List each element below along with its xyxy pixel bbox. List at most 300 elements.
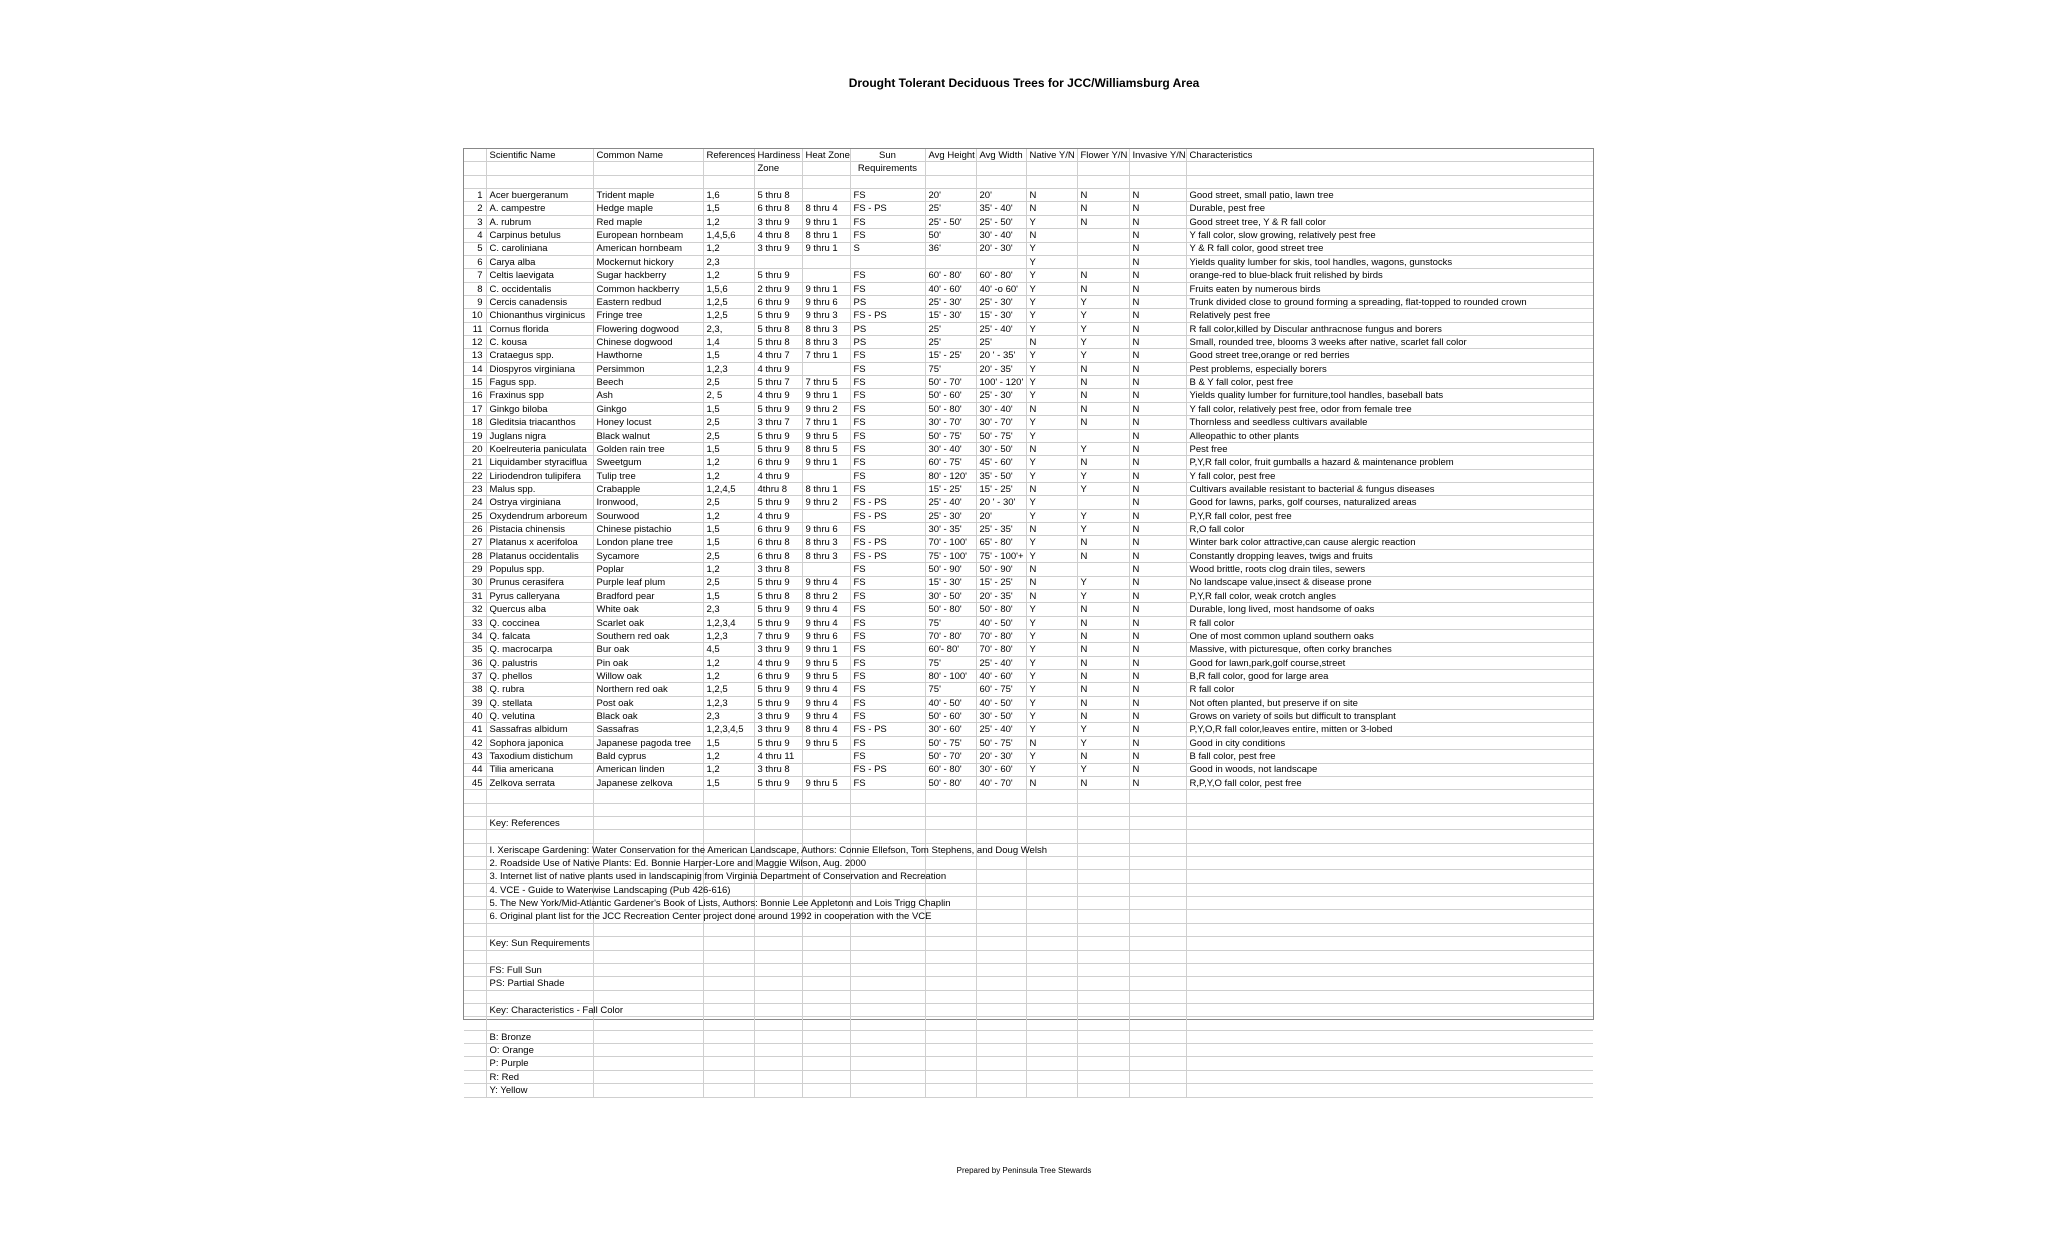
table-row <box>464 670 1593 683</box>
empty-cell <box>976 897 1026 910</box>
empty-cell <box>1186 950 1593 963</box>
table-cell: N <box>1129 389 1186 402</box>
table-cell: Cornus florida <box>486 322 593 335</box>
table-cell: Y fall color, slow growing, relatively pest free <box>1186 229 1593 242</box>
table-cell: 5 thru 8 <box>754 336 802 349</box>
table-row <box>464 282 1593 295</box>
table-cell: 9 thru 5 <box>802 670 850 683</box>
table-cell: 35 <box>464 643 486 656</box>
table-cell: Y <box>1026 549 1077 562</box>
empty-cell <box>976 1070 1026 1083</box>
header-cell: Scientific Name <box>486 149 593 162</box>
empty-cell <box>976 1084 1026 1097</box>
table-cell: 4 thru 9 <box>754 469 802 482</box>
empty-cell <box>486 923 593 936</box>
empty-cell <box>1129 1070 1186 1083</box>
header-cell <box>1026 162 1077 175</box>
empty-cell <box>593 1017 703 1030</box>
table-row <box>464 643 1593 656</box>
empty-cell <box>486 790 593 803</box>
table-cell: 1,2 <box>703 656 754 669</box>
table-cell: Bur oak <box>593 643 703 656</box>
table-cell: 9 thru 1 <box>802 282 850 295</box>
table-cell: Good in city conditions <box>1186 736 1593 749</box>
empty-cell <box>1077 870 1129 883</box>
table-row <box>464 402 1593 415</box>
table-cell: FS <box>850 776 925 789</box>
empty-cell <box>1186 870 1593 883</box>
table-cell: Quercus alba <box>486 603 593 616</box>
empty-cell <box>802 977 850 990</box>
empty-cell <box>1186 1084 1593 1097</box>
table-cell: Small, rounded tree, blooms 3 weeks after native, scarlet fall color <box>1186 336 1593 349</box>
table-cell: 5 thru 9 <box>754 269 802 282</box>
table-cell: European hornbeam <box>593 229 703 242</box>
table-cell: 9 thru 1 <box>802 389 850 402</box>
table-cell: 17 <box>464 402 486 415</box>
table-cell: 70' - 80' <box>976 629 1026 642</box>
table-cell: 9 thru 4 <box>802 603 850 616</box>
table-cell: 20' - 30' <box>976 750 1026 763</box>
table-cell: 50' - 70' <box>925 376 976 389</box>
table-cell: N <box>1129 603 1186 616</box>
table-cell: Populus spp. <box>486 563 593 576</box>
blank-row <box>464 990 1593 1003</box>
table-cell: 4 thru 8 <box>754 229 802 242</box>
table-cell: Y <box>1026 389 1077 402</box>
empty-cell <box>703 175 754 188</box>
empty-cell <box>486 950 593 963</box>
empty-cell <box>1129 843 1186 856</box>
table-cell: Pest problems, especially borers <box>1186 362 1593 375</box>
table-cell: 1,2,3 <box>703 362 754 375</box>
table-cell: Y <box>1026 683 1077 696</box>
table-row <box>464 362 1593 375</box>
empty-cell <box>1026 990 1077 1003</box>
table-cell: 9 thru 5 <box>802 736 850 749</box>
empty-cell <box>593 963 703 976</box>
table-cell: 35' - 50' <box>976 469 1026 482</box>
table-cell: 1,5 <box>703 776 754 789</box>
table-cell: N <box>1077 376 1129 389</box>
note-row <box>464 963 1593 976</box>
empty-cell <box>976 1057 1026 1070</box>
table-cell: Eastern redbud <box>593 295 703 308</box>
table-cell: White oak <box>593 603 703 616</box>
empty-cell <box>1026 910 1077 923</box>
table-row <box>464 563 1593 576</box>
table-cell: FS <box>850 576 925 589</box>
table-cell: 32 <box>464 603 486 616</box>
empty-cell <box>1077 923 1129 936</box>
empty-cell <box>802 950 850 963</box>
header-cell <box>593 162 703 175</box>
empty-cell <box>703 950 754 963</box>
table-cell: C. kousa <box>486 336 593 349</box>
empty-cell <box>703 1004 754 1017</box>
table-cell: 5 thru 9 <box>754 736 802 749</box>
header-cell <box>976 162 1026 175</box>
table-cell: Y & R fall color, good street tree <box>1186 242 1593 255</box>
table-cell: 20 <box>464 442 486 455</box>
table-cell: 5 thru 9 <box>754 776 802 789</box>
table-cell: 5 thru 9 <box>754 576 802 589</box>
table-cell: 1,5 <box>703 536 754 549</box>
table-cell: R,O fall color <box>1186 523 1593 536</box>
blank-row <box>464 790 1593 803</box>
table-cell: N <box>1129 616 1186 629</box>
table-row <box>464 736 1593 749</box>
empty-cell <box>1186 1057 1593 1070</box>
table-cell: FS <box>850 282 925 295</box>
empty-cell <box>1026 1044 1077 1057</box>
table-cell: 9 thru 6 <box>802 295 850 308</box>
table-cell: N <box>1077 362 1129 375</box>
empty-cell <box>976 803 1026 816</box>
table-cell: N <box>1129 255 1186 268</box>
table-cell: 40' - 60' <box>925 282 976 295</box>
empty-cell <box>754 1057 802 1070</box>
table-cell: 9 thru 4 <box>802 683 850 696</box>
table-row <box>464 336 1593 349</box>
empty-cell <box>850 937 925 950</box>
table-cell: 1,2,5 <box>703 309 754 322</box>
table-cell: 50' - 80' <box>925 402 976 415</box>
table-cell: 5 thru 9 <box>754 696 802 709</box>
header-cell <box>1129 162 1186 175</box>
table-cell: orange-red to blue-black fruit relished by birds <box>1186 269 1593 282</box>
table-cell: 40' - 50' <box>976 616 1026 629</box>
table-row <box>464 776 1593 789</box>
table-row <box>464 269 1593 282</box>
table-cell: 9 thru 3 <box>802 309 850 322</box>
empty-cell <box>1186 883 1593 896</box>
table-cell: 30' - 40' <box>976 402 1026 415</box>
table-cell: Oxydendrum arboreum <box>486 509 593 522</box>
empty-cell <box>850 816 925 829</box>
table-cell: 7 thru 1 <box>802 349 850 362</box>
table-cell: 2 <box>464 202 486 215</box>
empty-cell <box>1026 1017 1077 1030</box>
table-cell: 1,2 <box>703 456 754 469</box>
empty-cell <box>925 977 976 990</box>
header-cell <box>464 149 486 162</box>
header-cell: Heat Zone <box>802 149 850 162</box>
empty-cell <box>1026 950 1077 963</box>
empty-cell <box>1026 870 1077 883</box>
header-cell: References <box>703 149 754 162</box>
table-cell: Thornless and seedless cultivars available <box>1186 416 1593 429</box>
empty-cell <box>1026 883 1077 896</box>
table-cell: Common hackberry <box>593 282 703 295</box>
key-references-title: Key: References <box>486 816 593 829</box>
table-cell: Y <box>1077 349 1129 362</box>
table-cell: N <box>1077 456 1129 469</box>
table-cell: 24 <box>464 496 486 509</box>
empty-cell <box>703 816 754 829</box>
table-row <box>464 456 1593 469</box>
table-cell: Poplar <box>593 563 703 576</box>
empty-cell <box>464 1044 486 1057</box>
table-cell: 5 thru 9 <box>754 309 802 322</box>
empty-cell <box>1186 790 1593 803</box>
table-cell: Y <box>1026 656 1077 669</box>
table-cell: Y <box>1026 616 1077 629</box>
table-row <box>464 349 1593 362</box>
table-cell: FS <box>850 402 925 415</box>
table-cell: 5 thru 9 <box>754 603 802 616</box>
trees-table <box>464 149 1593 1098</box>
note-row <box>464 910 1593 923</box>
reference-item: 6. Original plant list for the JCC Recreation Center project done around 1992 in cooperation with the VCE <box>486 910 593 923</box>
table-cell: N <box>1026 402 1077 415</box>
table-cell: N <box>1129 536 1186 549</box>
table-cell: 9 thru 4 <box>802 616 850 629</box>
sun-key-item: FS: Full Sun <box>486 963 593 976</box>
empty-cell <box>1186 1030 1593 1043</box>
table-cell: 50' - 60' <box>925 389 976 402</box>
table-cell: 8 thru 5 <box>802 442 850 455</box>
empty-cell <box>486 830 593 843</box>
table-cell: 2, 5 <box>703 389 754 402</box>
table-cell: 8 thru 4 <box>802 723 850 736</box>
empty-cell <box>593 990 703 1003</box>
table-cell: N <box>1129 402 1186 415</box>
reference-item: 3. Internet list of native plants used in landscapinig from Virginia Department of Conservation and Recreation <box>486 870 593 883</box>
table-cell: N <box>1077 750 1129 763</box>
table-cell: 28 <box>464 549 486 562</box>
table-row <box>464 603 1593 616</box>
table-cell: 1,2,3,4 <box>703 616 754 629</box>
table-row <box>464 215 1593 228</box>
table-cell: Sophora japonica <box>486 736 593 749</box>
empty-cell <box>1129 790 1186 803</box>
empty-cell <box>850 950 925 963</box>
table-cell: Durable, pest free <box>1186 202 1593 215</box>
empty-cell <box>703 963 754 976</box>
table-cell: N <box>1129 710 1186 723</box>
table-cell: 3 thru 8 <box>754 563 802 576</box>
empty-cell <box>754 1070 802 1083</box>
table-cell: 1,2 <box>703 215 754 228</box>
table-cell: 14 <box>464 362 486 375</box>
empty-cell <box>1186 990 1593 1003</box>
table-cell: Y <box>1077 469 1129 482</box>
table-cell: 1,5 <box>703 736 754 749</box>
table-cell: Y <box>1026 723 1077 736</box>
table-cell: 20' <box>976 189 1026 202</box>
table-cell: 50' - 70' <box>925 750 976 763</box>
empty-cell <box>1186 977 1593 990</box>
table-cell: N <box>1026 336 1077 349</box>
table-cell: Cercis canadensis <box>486 295 593 308</box>
table-row <box>464 723 1593 736</box>
table-cell: 1,2 <box>703 269 754 282</box>
table-cell: Good street tree,orange or red berries <box>1186 349 1593 362</box>
empty-cell <box>703 1084 754 1097</box>
table-cell: 40' - 60' <box>976 670 1026 683</box>
table-cell: 6 thru 9 <box>754 456 802 469</box>
page-title: Drought Tolerant Deciduous Trees for JCC/Williamsburg Area <box>848 76 1200 90</box>
fall-color-key-item: R: Red <box>486 1070 593 1083</box>
table-cell: N <box>1129 242 1186 255</box>
empty-cell <box>925 1084 976 1097</box>
empty-cell <box>976 175 1026 188</box>
table-cell: 1,2 <box>703 563 754 576</box>
table-row <box>464 496 1593 509</box>
table-cell: 8 <box>464 282 486 295</box>
header-cell: Requirements <box>850 162 925 175</box>
table-cell: Fagus spp. <box>486 376 593 389</box>
reference-item: 2. Roadside Use of Native Plants: Ed. Bonnie Harper-Lore and Maggie Wilson, Aug. 2000 <box>486 857 593 870</box>
empty-cell <box>925 790 976 803</box>
fall-color-key-item: P: Purple <box>486 1057 593 1070</box>
table-cell: 5 thru 8 <box>754 589 802 602</box>
table-cell: N <box>1129 189 1186 202</box>
table-cell: Y <box>1026 496 1077 509</box>
table-cell: 65' - 80' <box>976 536 1026 549</box>
table-cell: PS <box>850 322 925 335</box>
empty-cell <box>850 1084 925 1097</box>
empty-cell <box>1129 175 1186 188</box>
empty-cell <box>754 1044 802 1057</box>
table-cell: N <box>1077 536 1129 549</box>
table-cell: Willow oak <box>593 670 703 683</box>
table-cell: Y <box>1026 509 1077 522</box>
empty-cell <box>976 923 1026 936</box>
table-cell: FS - PS <box>850 496 925 509</box>
table-cell: 40' -o 60' <box>976 282 1026 295</box>
table-cell: 70' - 80' <box>976 643 1026 656</box>
empty-cell <box>464 1057 486 1070</box>
table-cell: N <box>1129 202 1186 215</box>
table-cell <box>925 255 976 268</box>
empty-cell <box>486 175 593 188</box>
empty-cell <box>1186 1004 1593 1017</box>
empty-cell <box>1077 830 1129 843</box>
empty-cell <box>593 1084 703 1097</box>
table-cell: 75' <box>925 683 976 696</box>
table-cell: Bald cyprus <box>593 750 703 763</box>
empty-cell <box>1129 1030 1186 1043</box>
empty-cell <box>703 990 754 1003</box>
table-cell: 25' <box>925 202 976 215</box>
table-cell: 4 thru 11 <box>754 750 802 763</box>
empty-cell <box>593 1070 703 1083</box>
empty-cell <box>1077 857 1129 870</box>
empty-cell <box>1077 1070 1129 1083</box>
table-cell: Red maple <box>593 215 703 228</box>
table-cell: Y <box>1077 295 1129 308</box>
empty-cell <box>1129 950 1186 963</box>
table-cell: FS <box>850 589 925 602</box>
table-cell: Trident maple <box>593 189 703 202</box>
table-cell: Northern red oak <box>593 683 703 696</box>
table-cell: 5 thru 9 <box>754 429 802 442</box>
table-cell: 9 <box>464 295 486 308</box>
table-cell <box>802 563 850 576</box>
empty-cell <box>754 803 802 816</box>
table-cell: 7 thru 1 <box>802 416 850 429</box>
empty-cell <box>754 883 802 896</box>
header-row-2 <box>464 162 1593 175</box>
table-cell: Pin oak <box>593 656 703 669</box>
empty-cell <box>925 910 976 923</box>
table-cell: 4 thru 9 <box>754 362 802 375</box>
empty-cell <box>703 1030 754 1043</box>
empty-cell <box>754 963 802 976</box>
empty-cell <box>593 950 703 963</box>
header-cell <box>802 162 850 175</box>
table-cell: 9 thru 1 <box>802 456 850 469</box>
table-cell: 8 thru 3 <box>802 322 850 335</box>
table-cell: 3 <box>464 215 486 228</box>
table-cell: 60'- 80' <box>925 643 976 656</box>
table-cell: N <box>1129 496 1186 509</box>
table-cell: 2,3 <box>703 710 754 723</box>
table-cell: N <box>1129 509 1186 522</box>
empty-cell <box>1129 883 1186 896</box>
table-cell: N <box>1129 736 1186 749</box>
table-cell: Diospyros virginiana <box>486 362 593 375</box>
table-cell: N <box>1077 696 1129 709</box>
empty-cell <box>703 937 754 950</box>
table-cell: N <box>1129 469 1186 482</box>
empty-cell <box>1026 977 1077 990</box>
empty-cell <box>802 937 850 950</box>
table-row <box>464 683 1593 696</box>
table-cell: 16 <box>464 389 486 402</box>
table-cell: 50' - 75' <box>925 429 976 442</box>
empty-cell <box>1129 1004 1186 1017</box>
table-cell: 6 thru 8 <box>754 536 802 549</box>
empty-cell <box>593 937 703 950</box>
table-cell: 1,5 <box>703 402 754 415</box>
table-cell: 15' - 30' <box>925 576 976 589</box>
table-cell: Y <box>1026 536 1077 549</box>
empty-cell <box>1129 937 1186 950</box>
table-cell: 30' - 50' <box>976 442 1026 455</box>
table-cell: Beech <box>593 376 703 389</box>
empty-cell <box>593 175 703 188</box>
table-cell: N <box>1129 376 1186 389</box>
empty-cell <box>464 843 486 856</box>
note-row <box>464 1084 1593 1097</box>
table-cell: 2,3 <box>703 255 754 268</box>
table-cell: 75' - 100' <box>925 549 976 562</box>
table-cell <box>1077 496 1129 509</box>
empty-cell <box>754 1084 802 1097</box>
header-cell <box>925 162 976 175</box>
table-cell: 1,2 <box>703 670 754 683</box>
table-cell: 30' - 35' <box>925 523 976 536</box>
table-cell: Q. velutina <box>486 710 593 723</box>
empty-cell <box>703 1057 754 1070</box>
table-row <box>464 242 1593 255</box>
header-cell <box>464 162 486 175</box>
table-cell: Koelreuteria paniculata <box>486 442 593 455</box>
reference-item: 4. VCE - Guide to Waterwise Landscaping (Pub 426-616) <box>486 883 593 896</box>
empty-cell <box>1026 1030 1077 1043</box>
table-cell: N <box>1129 416 1186 429</box>
table-cell: Black oak <box>593 710 703 723</box>
table-cell: 3 thru 9 <box>754 242 802 255</box>
table-cell: 36' <box>925 242 976 255</box>
key-fall-color-title: Key: Characteristics - Fall Color <box>486 1004 593 1017</box>
table-cell: FS - PS <box>850 549 925 562</box>
table-cell: Relatively pest free <box>1186 309 1593 322</box>
table-cell: N <box>1129 229 1186 242</box>
